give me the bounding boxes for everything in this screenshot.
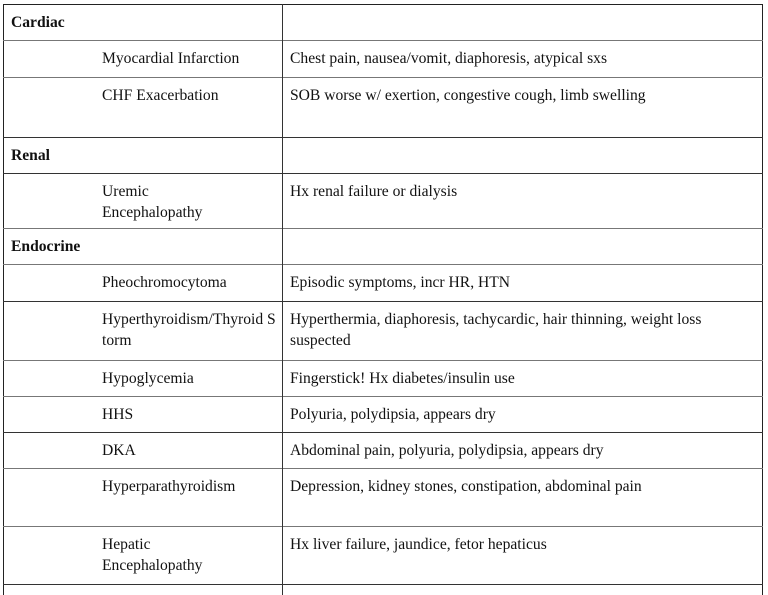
category-label: Endocrine [4,229,283,265]
category-desc [283,5,763,41]
table-row [4,433,763,469]
table-row [4,41,763,78]
condition-description: Hyperthermia, diaphoresis, tachycardic, hair thinning, weight loss suspected [290,311,702,349]
table-row [4,174,763,229]
table-row [4,397,763,433]
table-row [4,469,763,527]
category-desc [283,138,763,174]
condition-description: Episodic symptoms, incr HR, HTN [290,274,511,291]
condition-name: Hepatic Encephalopathy [4,527,283,585]
condition-description: Chest pain, nausea/vomit, diaphoresis, atypical sxs [290,50,608,67]
condition-name: Pheochromocytoma [4,265,283,302]
condition-name: CHF Exacerbation [4,78,283,138]
category-label: Cardiac [4,5,283,41]
condition-name: Myocardial Infarction [4,41,283,78]
conditions-table [3,4,763,595]
table-row-category [4,229,763,265]
condition-name: Hyperparathyroidism [4,469,283,527]
category-label: Renal [4,138,283,174]
empty-cell [4,585,283,595]
condition-description: Hx liver failure, jaundice, fetor hepaticus [290,536,547,553]
condition-description: Hx renal failure or dialysis [290,183,458,200]
table-row-category [4,138,763,174]
condition-name: Hypoglycemia [4,361,283,397]
category-desc [283,229,763,265]
condition-description: Depression, kidney stones, constipation, abdominal pain [290,478,642,495]
table-row [4,527,763,585]
table-row [4,78,763,138]
table-row-category [4,5,763,41]
condition-name: HHS [4,397,283,433]
condition-description: Abdominal pain, polyuria, polydipsia, appears dry [290,442,604,459]
condition-description: SOB worse w/ exertion, congestive cough, limb swelling [290,87,646,104]
condition-description: Fingerstick! Hx diabetes/insulin use [290,370,515,387]
table-row [4,361,763,397]
condition-name: Hyperthyroidism/Thyroid Storm [4,302,283,361]
table-row-partial [4,585,763,595]
table-row [4,265,763,302]
condition-description: Polyuria, polydipsia, appears dry [290,406,496,423]
condition-name: DKA [4,433,283,469]
table-row [4,302,763,361]
empty-cell [283,585,763,595]
condition-name: Uremic Encephalopathy [4,174,283,229]
